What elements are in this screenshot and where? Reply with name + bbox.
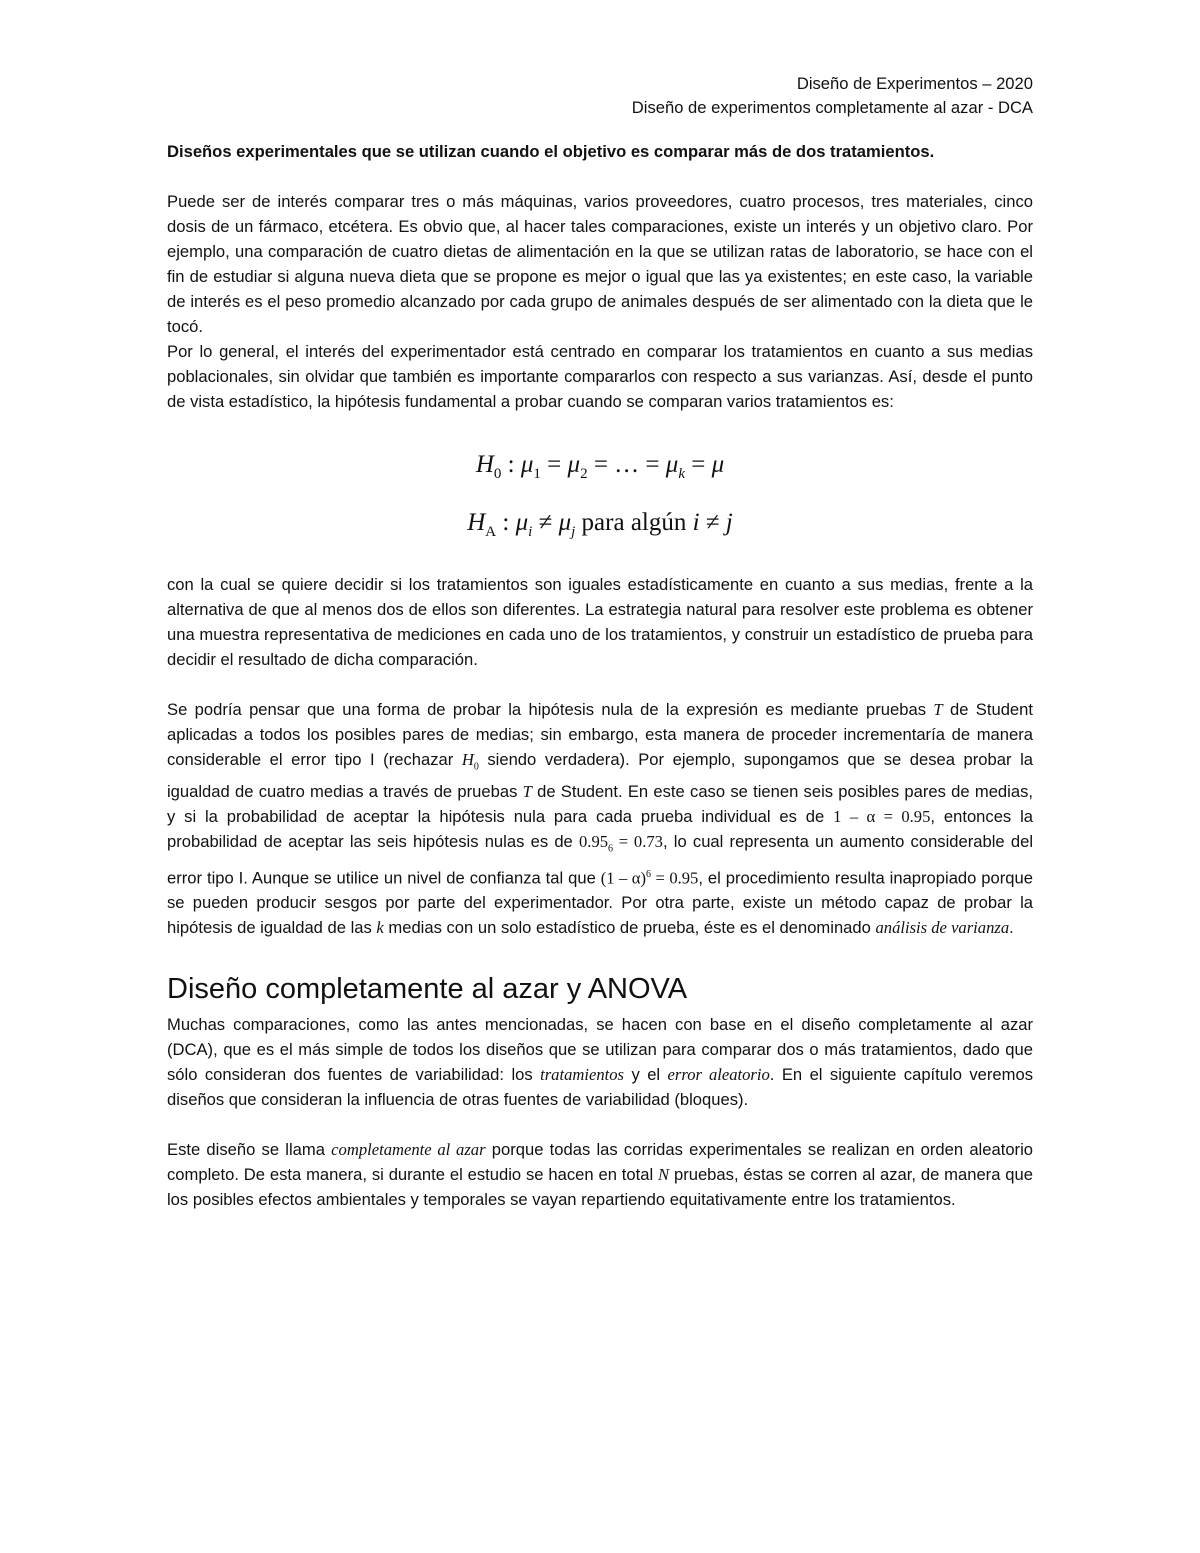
p4-text-f: , lo cual representa un aumento considerable del error tipo I. Aunque se utilice un nivel de confianza tal que	[167, 832, 1034, 888]
formula-text: para algún	[581, 509, 687, 536]
mu-k-subscript: k	[678, 466, 686, 482]
p5-error: error aleatorio	[667, 1065, 770, 1085]
h0-subscript: 0	[493, 466, 502, 482]
paragraph-2: Por lo general, el interés del experimentador está centrado en comparar los tratamientos en cuanto a sus medias poblacionales, sin olvidar que también es importante compararlos con respecto a sus varianzas. Así, desde el punto de vista estadístico, la hipótesis fundamental a probar cuando se comparan varios tratamientos es:	[167, 342, 1033, 411]
p6-text-b: porque todas las corridas experimentales se realizan en orden aleatorio completo. De esta manera, si durante el estudio se hacen en total	[167, 1140, 1033, 1185]
p4-math-4: (1 – α)	[600, 868, 647, 888]
p4-text-i: .	[1009, 918, 1014, 938]
document-page	[167, 72, 1033, 1212]
p4-h0-sub: 0	[473, 761, 479, 773]
p4-h0: H	[461, 750, 474, 769]
p4-math-1: 1 – α = 0.95	[833, 807, 931, 827]
p5-tratamientos: tratamientos	[540, 1065, 625, 1085]
p5-text-b: y el	[624, 1065, 668, 1085]
header-topic: Diseño de experimentos completamente al azar - DCA	[631, 98, 1033, 117]
paragraph-6	[167, 1137, 1033, 1212]
paragraph-1: Puede ser de interés comparar tres o más máquinas, varios proveedores, cuatro procesos, tres materiales, cinco dosis de un fármaco, etcétera. Es obvio que, al hacer tales comparaciones, existe un interés y un objetivo claro. Por ejemplo, una comparación de cuatro dietas de alimentación en la que se utilizan ratas de laboratorio, se hace con el fin de estudiar si alguna nueva dieta que se propone es mejor o igual que las ya existentes; en este caso, la variable de interés es el peso promedio alcanzado por cada grupo de animales después de ser alimentado con la dieta que le tocó.	[167, 192, 1033, 336]
paragraph-4	[167, 697, 1033, 940]
p4-text-g: , el procedimiento resulta inapropiado porque se pueden producir sesgos por parte del experimentador. Por otra parte, existe un método capaz de probar la hipótesis de igualdad de las	[167, 868, 1033, 938]
p4-k: k	[376, 918, 384, 938]
intro-title: Diseños experimentales que se utilizan cuando el objetivo es comparar más de dos tratamientos.	[167, 142, 935, 161]
section-heading: Diseño completamente al azar y ANOVA	[167, 973, 688, 1006]
ha-symbol: H	[467, 509, 486, 536]
paragraph-5	[167, 1012, 1033, 1112]
page-header	[167, 72, 1033, 120]
ellipsis: …	[614, 451, 640, 478]
p4-anova: análisis de varianza	[875, 918, 1010, 938]
index-j: j	[725, 509, 733, 536]
p4-text-e: , entonces la probabilidad de aceptar las seis hipótesis nulas es de	[167, 807, 1033, 852]
p4-t1: T	[933, 700, 943, 719]
p4-text-h: medias con un solo estadístico de prueba, éste es el denominado	[383, 918, 876, 938]
p4-text-d: de Student. En este caso se tienen seis posibles pares de medias, y si la probabilidad de aceptar la hipótesis nula para cada prueba individual es de	[167, 782, 1033, 827]
p4-text-b: de Student aplicadas a todos los posibles pares de medias; sin embargo, esta manera de proceder incrementaría de manera considerable el error tipo I (rechazar	[167, 700, 1034, 769]
p4-math-3: = 0.73	[613, 832, 663, 852]
paragraph-3: con la cual se quiere decidir si los tratamientos son iguales estadísticamente en cuanto a sus medias, frente a la alternativa de que al menos dos de ellos son diferentes. La estrategia natural para resolver este problema es obtener una muestra representativa de mediciones en cada uno de los tratamientos, y construir un estadístico de prueba para decidir el resultado de dicha comparación.	[167, 575, 1033, 669]
p5-text-c: . En el siguiente capítulo veremos diseños que consideran la influencia de otras fuentes de variabilidad (bloques).	[167, 1065, 1033, 1110]
p4-math-5: = 0.95	[651, 868, 699, 888]
header-course: Diseño de Experimentos – 2020	[796, 74, 1033, 93]
mu-2: μ	[567, 451, 581, 478]
mu-1: μ	[520, 451, 534, 478]
hypothesis-formulas	[167, 436, 1033, 552]
p6-text-c: pruebas, éstas se corren al azar, de manera que los posibles efectos ambientales y temporales se vayan repartiendo equitativamente entre los tratamientos.	[167, 1165, 1033, 1210]
p6-n: N	[658, 1165, 670, 1185]
index-i: i	[692, 509, 700, 536]
h0-symbol: H	[475, 451, 494, 478]
mu-i: μ	[515, 509, 529, 536]
ha-subscript: A	[485, 524, 497, 540]
p4-math-2-exp: 6	[608, 843, 614, 855]
p4-math-2: 0.95	[579, 832, 609, 852]
mu-2-subscript: 2	[580, 466, 588, 482]
p6-text-a: Este diseño se llama	[167, 1140, 332, 1160]
p4-text-c: siendo verdadera). Por ejemplo, supongamos que se desea probar la igualdad de cuatro medias a través de pruebas	[167, 750, 1033, 802]
p4-t2: T	[522, 782, 532, 802]
mu-j-subscript: j	[571, 524, 576, 540]
p4-math-4-exp: 6	[646, 868, 652, 880]
formula-null-hypothesis: $H_0$ : $\mu_1 = \mu_2$ = … = $\mu_k = \mu$	[475, 451, 725, 482]
mu-j: μ	[558, 509, 572, 536]
mu-k: μ	[665, 451, 679, 478]
mu-1-subscript: 1	[533, 466, 541, 482]
mu-i-subscript: i	[528, 524, 533, 540]
p4-text-a: Se podría pensar que una forma de probar la hipótesis nula de la expresión es mediante pruebas	[167, 700, 934, 719]
formula-alt-hypothesis: $H_A$ : $\mu_i \ne \mu_j$ para algún i ≠ j	[467, 509, 733, 540]
p6-completamente: completamente al azar	[331, 1140, 486, 1160]
p5-text-a: Muchas comparaciones, como las antes mencionadas, se hacen con base en el diseño completamente al azar (DCA), que es el más simple de todos los diseños que se utilizan para comparar dos o más tratamientos, dado que sólo consideran dos fuentes de variabilidad: los	[167, 1015, 1033, 1085]
mu: μ	[711, 451, 725, 478]
